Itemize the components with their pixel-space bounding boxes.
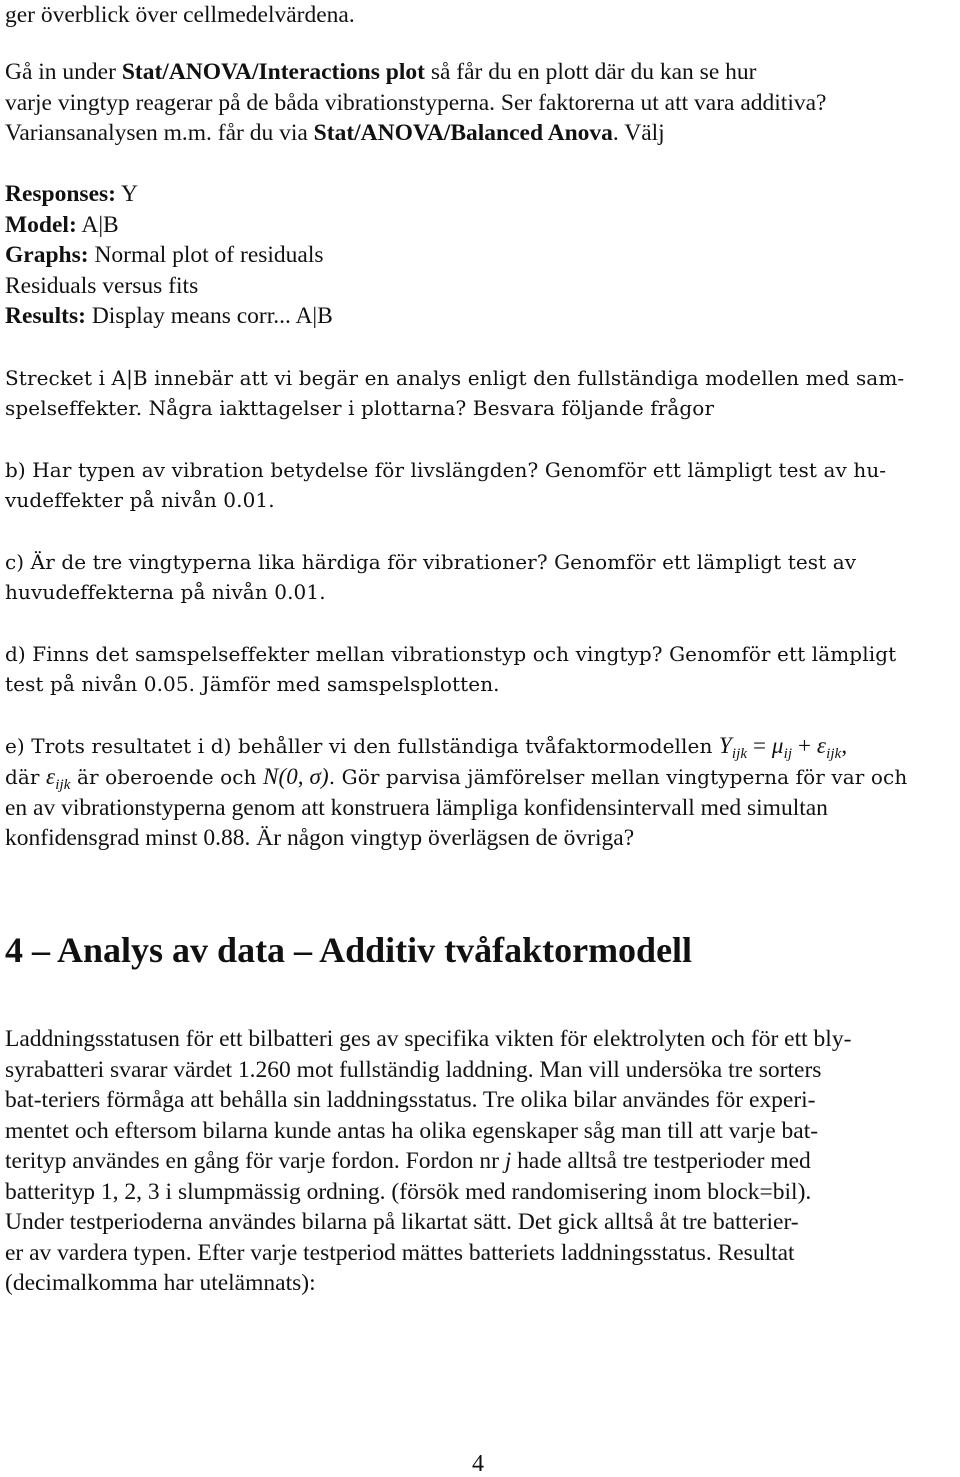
body-line: (decimalkomma har utelämnats): [5, 1270, 316, 1296]
question-b-line: b) Har typen av vibration betydelse för livslängden? Genomför ett lämpligt test av hu- [5, 458, 887, 482]
menu-path: Stat/ANOVA/Interactions plot [121, 59, 425, 85]
setting-model [5, 210, 119, 240]
text: . Gör parvisa jämförelser mellan vingtyperna för var och [328, 765, 908, 789]
question-c-line: c) Är de tre vingtyperna lika härdiga för vibrationer? Genomför ett lämpligt test av [5, 550, 857, 574]
setting-responses [5, 179, 138, 209]
question-b-line: vudeffekter på nivån 0.01. [5, 488, 275, 512]
text: hade alltså tre testperioder med [511, 1148, 811, 1174]
text: terityp användes en gång för varje fordon. Fordon nr [5, 1148, 505, 1174]
setting-value: Display means corr... A|B [85, 303, 333, 329]
body-line: Under testperioderna användes bilarna på likartat sätt. Det gick alltså åt tre batterier- [5, 1209, 799, 1235]
body-line: syrabatteri svarar värdet 1.260 mot fullständig laddning. Man vill undersöka tre sorters [5, 1057, 822, 1083]
setting-graphs [5, 240, 324, 270]
paragraph-line: spelseffekter. Några iakttagelser i plottarna? Besvara följande frågor [5, 396, 715, 420]
text-line: ger överblick över cellmedelvärdena. [5, 2, 355, 28]
setting-value: Normal plot of residuals [88, 242, 324, 268]
body-line: bat-teriers förmåga att behålla sin laddningsstatus. Tre olika bilar användes för experi- [5, 1087, 816, 1113]
text: där [5, 765, 47, 789]
question-c-line: huvudeffekterna på nivån 0.01. [5, 580, 326, 604]
normal-distribution: N(0, σ) [263, 764, 329, 789]
body-line [5, 1146, 811, 1176]
page-number: 4 [472, 1451, 484, 1477]
text: e) Trots resultatet i d) behåller vi den fullständiga tvåfaktormodellen [5, 734, 719, 758]
question-d-line: test på nivån 0.05. Jämför med samspelsplotten. [5, 672, 500, 696]
text-line [5, 57, 756, 87]
setting-value: Y [115, 181, 138, 207]
section-heading: 4 – Analys av data – Additiv tvåfaktormodell [5, 930, 693, 970]
setting-residuals: Residuals versus fits [5, 273, 199, 299]
body-line: Laddningsstatusen för ett bilbatteri ges av specifika vikten för elektrolyten och för ett bly- [5, 1026, 852, 1052]
setting-label: Responses: [5, 181, 116, 207]
question-e-line [5, 731, 847, 761]
text: Variansanalysen m.m. får du via [5, 120, 314, 146]
text: Gå in under [5, 59, 122, 85]
setting-label: Results: [5, 303, 86, 329]
model-formula: $Y_{ijk} = \mu_{ij} + \varepsilon_{ijk}$, [718, 733, 848, 762]
setting-value: A|B [76, 212, 119, 238]
question-e-line: konfidensgrad minst 0.88. Är någon vingtyp överlägsen de övriga? [5, 825, 635, 851]
paragraph-line: Strecket i A|B innebär att vi begär en analys enligt den fullständiga modellen med sam- [5, 366, 905, 390]
error-term: $\varepsilon_{ijk}$ [46, 764, 71, 793]
question-e-line [5, 762, 907, 792]
text: är oberoende och [70, 765, 263, 789]
question-d-line: d) Finns det samspelseffekter mellan vibrationstyp och vingtyp? Genomför ett lämpligt [5, 642, 897, 666]
setting-label: Model: [5, 212, 77, 238]
text-line: varje vingtyp reagerar på de båda vibrationstyperna. Ser faktorerna ut att vara additiva? [5, 90, 827, 116]
menu-path: Stat/ANOVA/Balanced Anova [313, 120, 613, 146]
body-line: mentet och eftersom bilarna kunde antas ha olika egenskaper såg man till att varje bat- [5, 1118, 819, 1144]
text: så får du en plott där du kan se hur [424, 59, 757, 85]
setting-results [5, 301, 333, 331]
body-line: er av vardera typen. Efter varje testperiod mättes batteriets laddningsstatus. Resultat [5, 1240, 795, 1266]
body-line: batterityp 1, 2, 3 i slumpmässig ordning. (försök med randomisering inom block=bil). [5, 1179, 812, 1205]
math-symbol: j [504, 1148, 512, 1173]
setting-label: Graphs: [5, 242, 89, 268]
text-line [5, 118, 665, 148]
question-e-line: en av vibrationstyperna genom att konstruera lämpliga konfidensintervall med simultan [5, 795, 828, 821]
text: . Välj [612, 120, 665, 146]
